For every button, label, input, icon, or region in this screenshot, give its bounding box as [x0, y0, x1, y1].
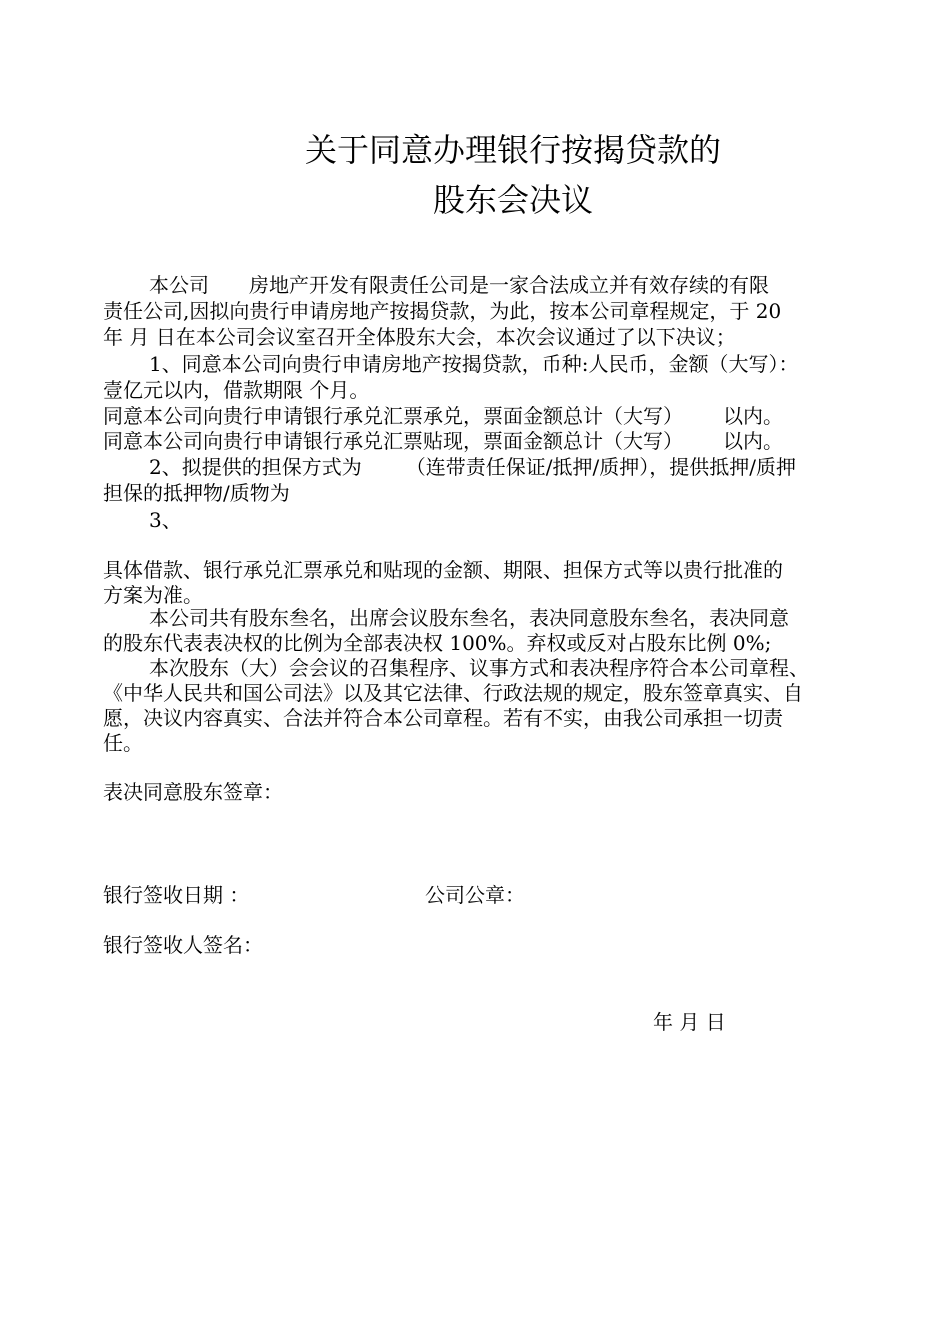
bank-signer-label: 银行签收人签名： [103, 933, 263, 957]
vote-line-1 [103, 605, 903, 631]
item-2-guarantee-types: （连带责任保证/抵押/质押），提供抵押/质押 [405, 455, 796, 479]
document-title-line-1: 关于同意办理银行按揭贷款的 [304, 131, 721, 169]
resolution-item-1 [103, 351, 903, 377]
item-1-continuation: 壹亿元以内，借款期限 个月。 [103, 378, 370, 402]
resolution-item-2 [103, 454, 903, 480]
item-2-text: 2、拟提供的担保方式为 [149, 455, 362, 479]
intro-line-1 [103, 272, 903, 298]
detail-line-1: 具体借款、银行承兑汇票承兑和贴现的金额、期限、担保方式等以贵行批准的 [103, 558, 783, 582]
discount-text: 同意本公司向贵行申请银行承兑汇票贴现，票面金额总计（大写） [103, 429, 683, 453]
document-title-line-2: 股东会决议 [432, 181, 593, 219]
intro-company-label: 本公司 [149, 273, 209, 297]
acceptance-text: 同意本公司向贵行申请银行承兑汇票承兑，票面金额总计（大写） [103, 404, 683, 428]
acceptance-suffix: 以内。 [723, 404, 783, 428]
item-3-text: 3、 [149, 508, 182, 532]
intro-line-3: 年 月 日在本公司会议室召开全体股东大会，本次会议通过了以下决议； [103, 325, 736, 349]
legal-line-3: 愿，决议内容真实、合法并符合本公司章程。若有不实，由我公司承担一切责 [103, 706, 783, 730]
legal-line-4: 任。 [103, 731, 143, 755]
item-2-continuation: 担保的抵押物/质物为 [103, 481, 290, 505]
intro-company-text: 房地产开发有限责任公司是一家合法成立并有效存续的有限 [249, 273, 769, 297]
item-1-text: 1、同意本公司向贵行申请房地产按揭贷款，币种:人民币，金额（大写）： [149, 352, 799, 376]
shareholder-signature-label: 表决同意股东签章： [103, 780, 283, 804]
discount-suffix: 以内。 [723, 429, 783, 453]
acceptance-line [103, 403, 903, 429]
intro-line-2: 责任公司,因拟向贵行申请房地产按揭贷款，为此，按本公司章程规定，于 20 [103, 299, 782, 323]
detail-line-2: 方案为准。 [103, 583, 203, 607]
legal-line-2: 《中华人民共和国公司法》以及其它法律、行政法规的规定，股东签章真实、自 [103, 681, 803, 705]
bank-date-label: 银行签收日期 ： [103, 883, 250, 907]
discount-line [103, 428, 903, 454]
vote-text: 本公司共有股东叁名，出席会议股东叁名，表决同意股东叁名，表决同意 [149, 606, 789, 630]
date-line: 年 月 日 [653, 1010, 726, 1034]
resolution-item-3 [103, 507, 903, 533]
legal-line-1 [103, 655, 903, 681]
company-seal-label: 公司公章： [425, 883, 525, 907]
legal-text: 本次股东（大）会会议的召集程序、议事方式和表决程序符合本公司章程、 [149, 656, 809, 680]
vote-line-2: 的股东代表表决权的比例为全部表决权 100%。弃权或反对占股东比例 0%; [103, 631, 772, 655]
